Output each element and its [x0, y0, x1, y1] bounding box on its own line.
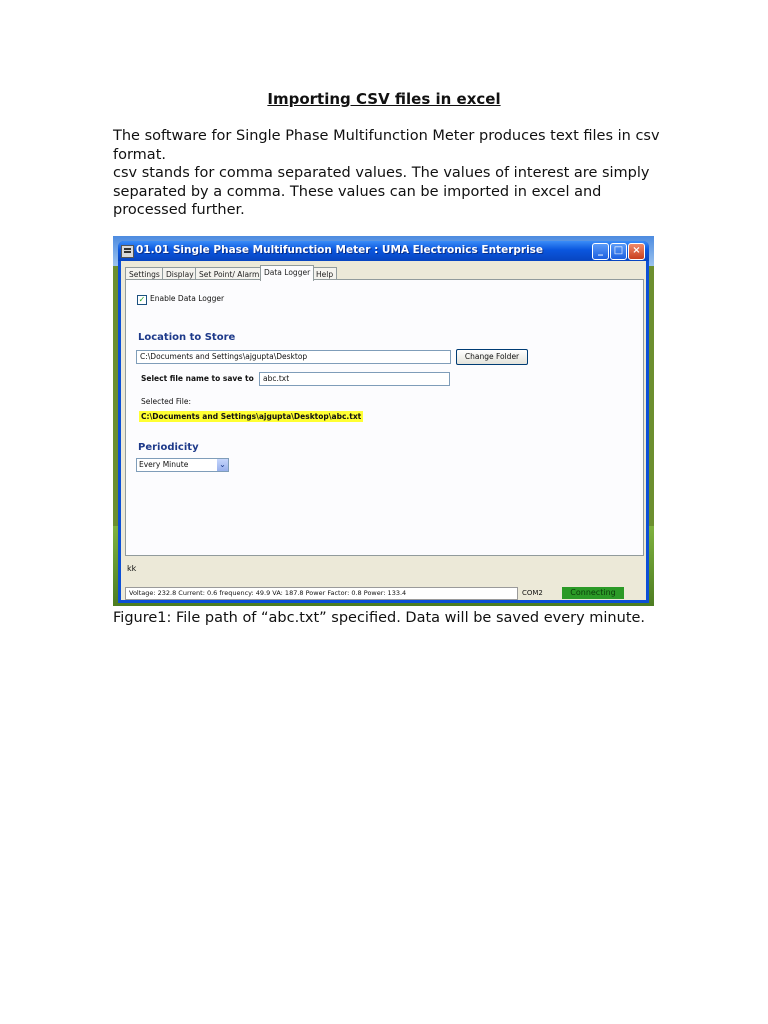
location-heading: Location to Store [138, 332, 236, 343]
minimize-icon[interactable]: _ [592, 243, 609, 260]
tab-display[interactable]: Display [162, 267, 198, 281]
connection-status-badge: Connecting [562, 587, 624, 599]
close-icon[interactable]: × [628, 243, 645, 260]
periodicity-heading: Periodicity [138, 442, 199, 453]
readings-status-field: Voltage: 232.8 Current: 0.6 frequency: 49.9 VA: 187.8 Power Factor: 0.8 Power: 133.4 [125, 587, 518, 600]
tab-settings[interactable]: Settings [125, 267, 164, 281]
tab-help[interactable]: Help [312, 267, 337, 281]
status-text: kk [127, 564, 137, 573]
document-title: Importing CSV files in excel [267, 90, 501, 108]
data-logger-panel [125, 279, 644, 556]
intro-text [113, 127, 673, 220]
change-folder-button[interactable]: Change Folder [456, 349, 528, 365]
maximize-icon[interactable]: □ [610, 243, 627, 260]
tab-data-logger[interactable]: Data Logger [260, 265, 314, 281]
tab-set-point-alarm[interactable]: Set Point/ Alarm [195, 267, 263, 281]
folder-path-field[interactable]: C:\Documents and Settings\ajgupta\Desktop [136, 350, 451, 364]
enable-data-logger-label: Enable Data Logger [150, 294, 225, 303]
paragraph-1: The software for Single Phase Multifunction Meter produces text files in csv format. [113, 128, 660, 163]
window-client [121, 261, 646, 600]
app-icon[interactable] [121, 245, 134, 258]
app-window [118, 241, 649, 603]
window-title: 01.01 Single Phase Multifunction Meter : UMA Electronics Enterprise [136, 244, 544, 256]
chevron-down-icon[interactable]: ⌄ [217, 459, 228, 471]
paragraph-2: csv stands for comma separated values. The values of interest are simply separated by a comma. These values can be imported in excel and processed further. [113, 165, 650, 218]
periodicity-select[interactable] [136, 458, 229, 472]
filename-label: Select file name to save to [141, 374, 254, 383]
title-bar[interactable] [118, 241, 649, 261]
periodicity-value: Every Minute [139, 460, 189, 469]
selected-file-label: Selected File: [141, 397, 191, 406]
enable-data-logger-checkbox[interactable]: ✓ [138, 295, 146, 304]
com-port-label: COM2 [522, 589, 543, 597]
screenshot-figure [113, 236, 654, 606]
figure-caption: Figure1: File path of “abc.txt” specified. Data will be saved every minute. [113, 610, 646, 626]
selected-file-path: C:\Documents and Settings\ajgupta\Desktop\abc.txt [141, 412, 362, 421]
filename-field[interactable]: abc.txt [259, 372, 450, 386]
